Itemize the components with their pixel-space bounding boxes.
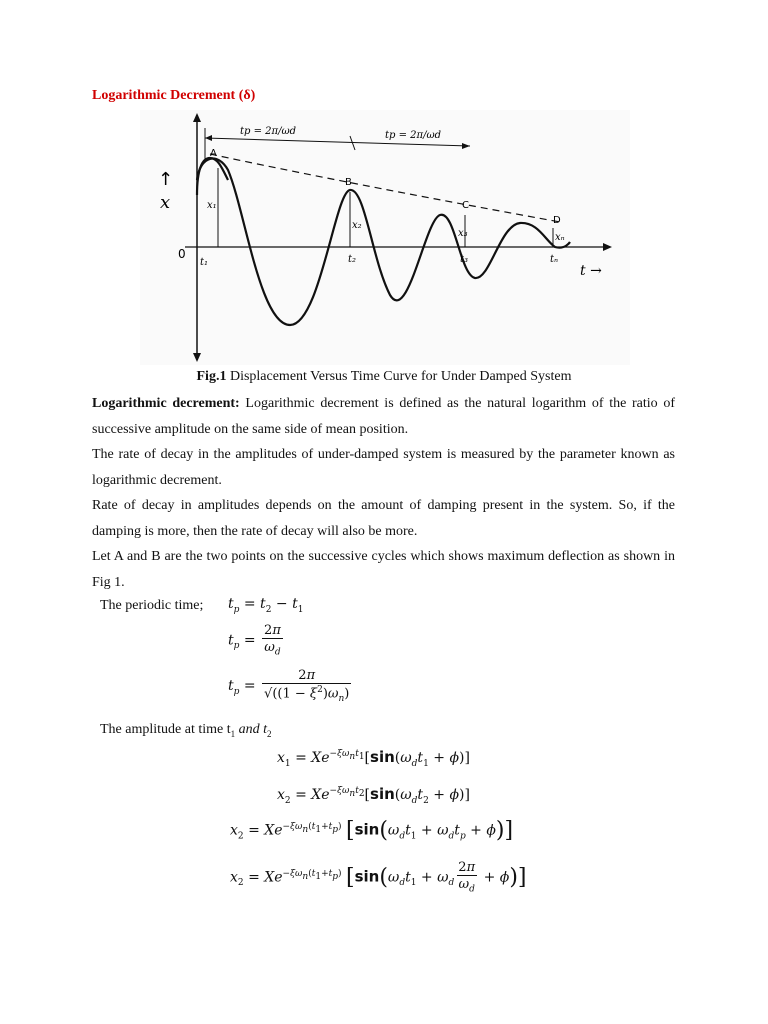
x1-label: x₁ (207, 200, 217, 211)
amplitude-label-and: and t (235, 722, 268, 737)
equation-x2-expanded: $x_2 = Xe^{-\xi\omega_n(t_1+t_p)}$ $[\sin(\omega_dt_1 + \omega_dt_p + \phi)]$ (230, 818, 514, 843)
periodic-time-label: The periodic time; (100, 598, 204, 613)
definition-label: Logarithmic decrement: (92, 396, 240, 411)
tp2-label: tp = 2π/ωd (385, 130, 442, 141)
equation-tp-3: $t_p$ = $\frac{2\pi}{√((1 - \xi^2)\omega_n)}$ (228, 668, 350, 704)
amplitude-label-text: The amplitude at time t (100, 722, 231, 737)
equation-x2-substituted: $x_2 = Xe^{-\xi\omega_n(t_1+t_p)}$ [$\sin(\omega_dt_1 + \omega_d$ $\frac{2\pi}{\omega_d}$ + ϕ)] (230, 860, 527, 895)
point-a-label: A (210, 148, 217, 159)
figure-caption (0, 369, 768, 385)
t3-label: t₃ (460, 254, 469, 265)
definition-text: Logarithmic decrement is defined as the natural logarithm of the ratio of successive amplitude on the same side of mean position. (92, 396, 676, 437)
paragraph-points-a-b: Let A and B are the two points on the successive cycles which shows maximum deflection as shown in Fig 1. (92, 549, 675, 590)
damped-oscillation-figure (140, 110, 630, 365)
definition-paragraph (92, 391, 675, 442)
xn-label: xₙ (555, 232, 565, 243)
t1-label: t₁ (200, 257, 209, 268)
point-b-label: B (345, 177, 352, 188)
tp1-label: tp = 2π/ωd (240, 126, 297, 137)
caption-text: Displacement Versus Time Curve for Under Damped System (226, 369, 572, 384)
section-title: Logarithmic Decrement (δ) (92, 88, 256, 103)
tn-label: tₙ (550, 254, 559, 265)
paragraph-rate-of-decay: The rate of decay in the amplitudes of under-damped system is measured by the parameter known as logarithmic decrement. (92, 447, 675, 488)
x3-label: x₃ (458, 228, 468, 239)
x2-label: x₂ (352, 220, 362, 231)
t2-label: t₂ (348, 254, 357, 265)
point-c-label: C (462, 200, 469, 211)
caption-label: Fig.1 (196, 369, 227, 384)
equation-x1: $x_1 = Xe^{-\xi\omega_nt_1}[\sin(\omega_dt_1 + \phi)]$ (277, 748, 470, 769)
equation-tp-2: $t_p$ = $\frac{2\pi}{\omega_d}$ (228, 623, 281, 658)
equation-tp-1: $t_p = t_2 - t_1$ (228, 596, 304, 615)
equation-x2: $x_2 = Xe^{-\xi\omega_nt_2}[\sin(\omega_dt_2 + \phi)]$ (277, 785, 470, 806)
origin-label: 0 (178, 247, 186, 261)
amplitude-label: The amplitude at time $t_1$ and $t_2$ (100, 722, 272, 739)
paragraph-damping: Rate of decay in amplitudes depends on the amount of damping present in the system. So, if the damping is more, then the rate of decay will also be more. (92, 498, 675, 539)
axis-up-arrow: ↑ (158, 169, 174, 190)
point-d-label: D (553, 215, 561, 226)
axis-x-label: x (160, 192, 171, 213)
time-axis-label: t → (580, 263, 602, 279)
